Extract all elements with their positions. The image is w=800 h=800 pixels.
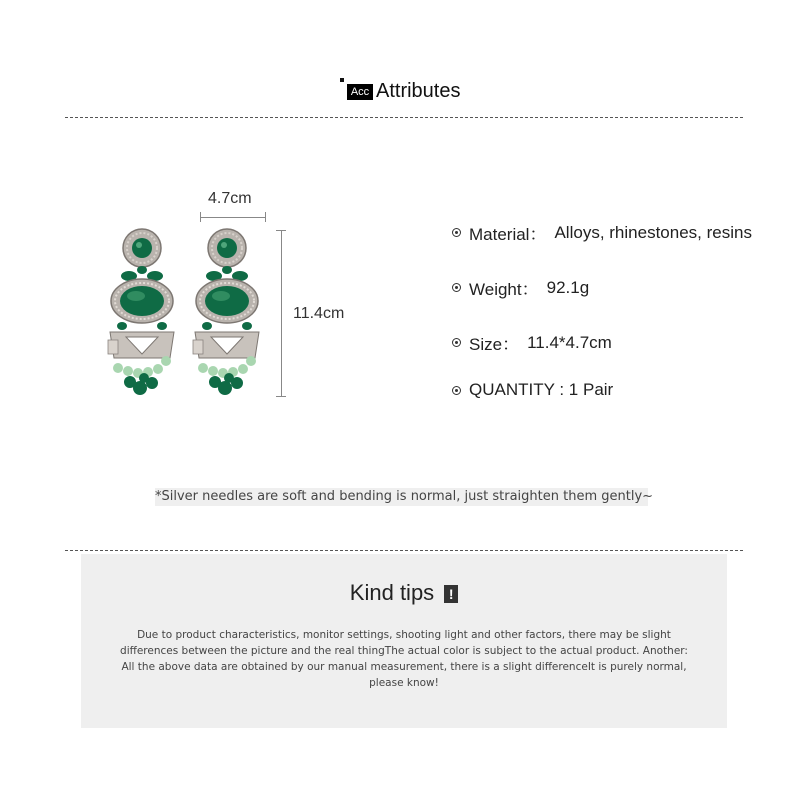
warning-icon: ! — [444, 585, 458, 603]
earring-right — [193, 229, 259, 395]
attr-value: Alloys, rhinestones, resins — [554, 222, 752, 242]
attr-label: Weight： — [469, 280, 539, 299]
attr-weight — [452, 275, 589, 300]
attr-value: 92.1g — [546, 277, 590, 297]
kind-tips-title — [81, 580, 727, 606]
attr-size — [452, 330, 612, 355]
attr-quantity — [452, 380, 613, 400]
divider-top — [65, 117, 743, 118]
divider-bottom — [65, 550, 743, 551]
attr-label: QUANTITY : 1 Pair — [469, 380, 614, 399]
attr-value: 11.4*4.7cm — [527, 332, 612, 352]
header-tag: Acc — [347, 84, 373, 100]
width-dimension-cap-left — [200, 212, 201, 222]
width-dimension-label: 4.7cm — [208, 190, 252, 207]
height-dimension-cap-top — [276, 230, 286, 231]
section-header — [0, 78, 800, 114]
bullet-icon — [452, 386, 461, 395]
earring-left — [108, 229, 174, 395]
height-dimension-cap-bottom — [276, 396, 286, 397]
kind-tips-title-text: Kind tips — [349, 580, 435, 605]
kind-tips-text: Due to product characteristics, monitor settings, shooting light and other factors, there may be slight differences between the picture and the real thingThe actual color is subject to the actual product. Another: All the above data are obtained by our manual measurement, there is a slight differenceIt is purely normal, please know! — [120, 629, 688, 689]
bullet-icon — [452, 283, 461, 292]
attr-label: Material： — [469, 225, 547, 244]
width-dimension-line — [200, 217, 266, 218]
care-note: *Silver needles are soft and bending is normal, just straighten them gently~ — [155, 489, 654, 504]
width-dimension-cap-right — [265, 212, 266, 222]
kind-tips-box — [81, 554, 727, 728]
height-dimension-line — [281, 230, 282, 397]
earring-pair-image — [100, 220, 280, 405]
bullet-icon — [452, 338, 461, 347]
bullet-icon — [452, 228, 461, 237]
attr-material — [452, 220, 752, 245]
section-title: Attributes — [376, 80, 461, 102]
height-dimension-label: 11.4cm — [293, 305, 345, 322]
attr-label: Size： — [469, 335, 520, 354]
header-dot — [340, 78, 344, 82]
